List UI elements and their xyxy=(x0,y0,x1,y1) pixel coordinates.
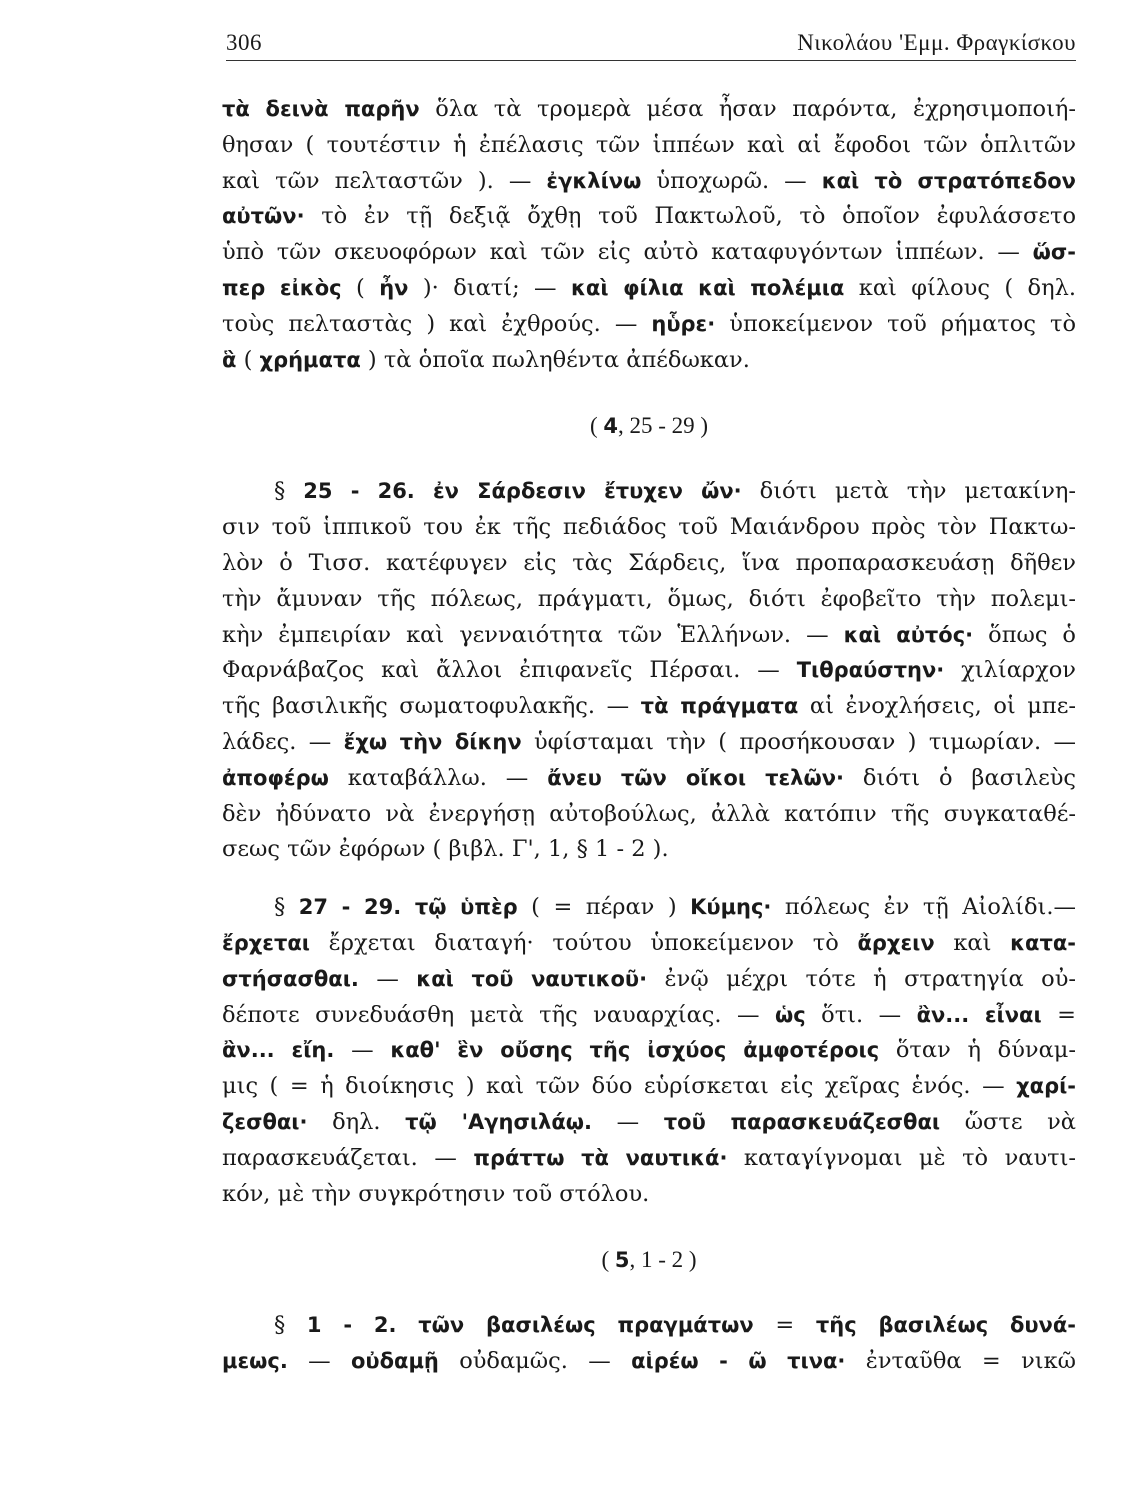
section-heading-5: ( 5, 1 - 2 ) xyxy=(601,1247,697,1273)
paragraph-25-26 xyxy=(222,474,1076,868)
text-line: ἂν... εἴη. — καθ' ἓν οὔσης τῆς ἰσχύος ἀμφοτέροις ὅταν ἡ δύναμ- xyxy=(222,1037,1076,1064)
text-line: δέποτε συνεδυάσθη μετὰ τῆς ναυαρχίας. — ὡς ὅτι. — ἂν... εἶναι = xyxy=(222,1001,1076,1028)
text-line: ὑπὸ τῶν σκευοφόρων καὶ τῶν εἰς αὐτὸ καταφυγόντων ἱππέων. — ὥσ- xyxy=(222,239,1076,266)
text-line: μεως. — οὐδαμῇ οὐδαμῶς. — αἱρέω - ῶ τινα· ἐνταῦθα = νικῶ xyxy=(222,1348,1076,1375)
text-line: λάδες. — ἔχω τὴν δίκην ὑφίσταμαι τὴν ( προσήκουσαν ) τιμωρίαν. — xyxy=(222,728,1076,755)
text-line: τοὺς πελταστὰς ) καὶ ἐχθρούς. — ηὗρε· ὑποκείμενον τοῦ ρήματος τὸ xyxy=(222,310,1076,337)
paragraph-1 xyxy=(222,92,1076,378)
text-line: αὐτῶν· τὸ ἐν τῇ δεξιᾷ ὄχθῃ τοῦ Πακτωλοῦ, τὸ ὁποῖον ἐφυλάσσετο xyxy=(222,203,1076,230)
text-line: λὸν ὁ Τισσ. κατέφυγεν εἰς τὰς Σάρδεις, ἵνα προπαρασκευάσῃ δῆθεν xyxy=(222,549,1076,576)
text-line: ἃ ( χρήματα ) τὰ ὁποῖα πωληθέντα ἀπέδωκαν. xyxy=(222,346,750,373)
text-line: θησαν ( τουτέστιν ἡ ἐπέλασις τῶν ἱππέων καὶ αἱ ἔφοδοι τῶν ὁπλιτῶν xyxy=(222,131,1076,158)
text-line: § 27 - 29. τῷ ὑπὲρ ( = πέραν ) Κύμης· πόλεως ἐν τῇ Αἰολίδι.— xyxy=(274,894,1076,921)
section-heading-4: ( 4, 25 - 29 ) xyxy=(589,413,709,439)
text-line: ἔρχεται ἔρχεται διαταγή· τούτου ὑποκείμενον τὸ ἄρχειν καὶ κατα- xyxy=(222,929,1076,956)
text-line: παρασκευάζεται. — πράττω τὰ ναυτικά· καταγίγνομαι μὲ τὸ ναυτι- xyxy=(222,1144,1076,1171)
text-line: περ εἰκὸς ( ἦν )· διατί; — καὶ φίλια καὶ πολέμια καὶ φίλους ( δηλ. xyxy=(222,274,1076,301)
text-line: στήσασθαι. — καὶ τοῦ ναυτικοῦ· ἐνῷ μέχρι τότε ἡ στρατηγία οὐ- xyxy=(222,965,1076,992)
text-line: κὴν ἐμπειρίαν καὶ γενναιότητα τῶν Ἑλλήνων. — καὶ αὐτός· ὅπως ὁ xyxy=(222,621,1076,648)
text-line: σιν τοῦ ἱππικοῦ του ἐκ τῆς πεδιάδος τοῦ Μαιάνδρου πρὸς τὸν Πακτω- xyxy=(222,514,1076,541)
text-line: § 1 - 2. τῶν βασιλέως πραγμάτων = τῆς βασιλέως δυνά- xyxy=(274,1312,1076,1339)
text-line: § 25 - 26. ἐν Σάρδεσιν ἔτυχεν ὤν· διότι μετὰ τὴν μετακίνη- xyxy=(274,478,1076,505)
commentary-body xyxy=(222,92,1076,1380)
text-line: τὴν ἄμυναν τῆς πόλεως, πράγματι, ὅμως, διότι ἐφοβεῖτο τὴν πολεμι- xyxy=(222,585,1076,612)
text-line: τὰ δεινὰ παρῆν ὅλα τὰ τρομερὰ μέσα ἦσαν παρόντα, ἐχρησιμοποιή- xyxy=(222,96,1076,122)
text-line: τῆς βασιλικῆς σωματοφυλακῆς. — τὰ πράγματα αἱ ἐνοχλήσεις, οἱ μπε- xyxy=(222,693,1076,720)
text-line: ζεσθαι· δηλ. τῷ 'Αγησιλάῳ. — τοῦ παρασκευάζεσθαι ὥστε νὰ xyxy=(222,1108,1076,1135)
paragraph-27-29 xyxy=(222,890,1076,1212)
text-line: μις ( = ἡ διοίκησις ) καὶ τῶν δύο εὑρίσκεται εἰς χεῖρας ἑνός. — χαρί- xyxy=(222,1073,1076,1100)
text-line: σεως τῶν ἐφόρων ( βιβλ. Γ', 1, § 1 - 2 ). xyxy=(222,836,669,863)
page-number: 306 xyxy=(226,30,262,55)
text-line: καὶ τῶν πελταστῶν ). — ἐγκλίνω ὑποχωρῶ. — καὶ τὸ στρατόπεδον xyxy=(222,167,1076,194)
paragraph-1-2 xyxy=(222,1308,1076,1380)
text-line: ἀποφέρω καταβάλλω. — ἄνευ τῶν οἴκοι τελῶν· διότι ὁ βασιλεὺς xyxy=(222,764,1076,791)
text-line: δὲν ἠδύνατο νὰ ἐνεργήσῃ αὐτοβούλως, ἀλλὰ κατόπιν τῆς συγκαταθέ- xyxy=(222,800,1076,827)
running-author: Νικολάου 'Εμμ. Φραγκίσκου xyxy=(797,30,1076,55)
running-header xyxy=(226,24,1076,56)
text-line: κόν, μὲ τὴν συγκρότησιν τοῦ στόλου. xyxy=(222,1180,650,1207)
header-rule xyxy=(226,60,1076,61)
text-line: Φαρνάβαζος καὶ ἄλλοι ἐπιφανεῖς Πέρσαι. — Τιθραύστην· χιλίαρχον xyxy=(222,657,1076,684)
